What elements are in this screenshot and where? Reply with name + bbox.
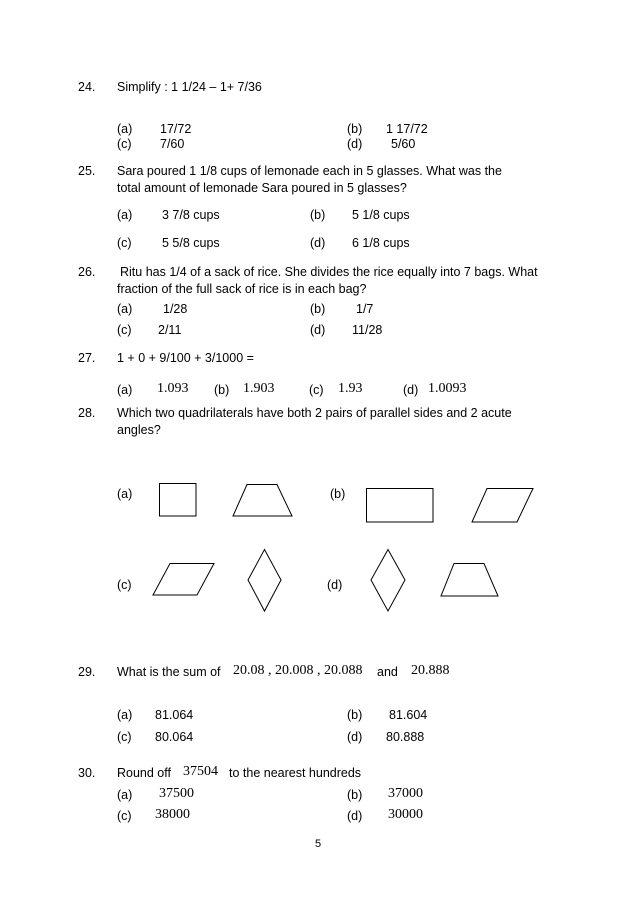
q26-c-value: 2/11 [158,323,182,337]
q28-number: 28. [78,406,96,420]
q29-and: and [377,665,398,679]
q27-a-letter: (a) [117,383,133,397]
q25-b-letter: (b) [310,208,326,222]
q26-number: 26. [78,265,96,279]
q29-b-letter: (b) [347,708,363,722]
trapezium-shape [440,563,500,598]
q24-text: Simplify : 1 1/24 – 1+ 7/36 [117,80,262,94]
parallelogram-shape [152,563,216,596]
q25-b-value: 5 1/8 cups [352,208,410,222]
rectangle-shape [366,488,436,523]
q28-b-letter: (b) [330,487,346,501]
q24-b-letter: (b) [347,122,363,136]
q25-a-value: 3 7/8 cups [162,208,220,222]
q28-line1: Which two quadrilaterals have both 2 pairs of parallel sides and 2 acute [117,406,512,420]
q30-c-letter: (c) [117,809,132,823]
trapezium-shape [232,484,294,518]
q27-d-letter: (d) [403,383,419,397]
q27-c-letter: (c) [309,383,324,397]
q29-numbers: 20.08 , 20.008 , 20.088 [233,663,363,678]
q30-c-value: 38000 [155,807,190,822]
q29-c-value: 80.064 [155,730,194,744]
rhombus-shape [247,549,283,613]
q26-d-letter: (d) [310,323,326,337]
q30-number: 30. [78,766,96,780]
q25-c-letter: (c) [117,236,132,250]
q24-c-letter: (c) [117,137,132,151]
q25-d-letter: (d) [310,236,326,250]
q29-c-letter: (c) [117,730,132,744]
q26-b-value: 1/7 [356,302,374,316]
q25-line2: total amount of lemonade Sara poured in 5 glasses? [117,181,407,195]
q26-a-letter: (a) [117,302,133,316]
rhombus-shape [370,549,407,613]
q30-b-letter: (b) [347,788,363,802]
q29-d-letter: (d) [347,730,363,744]
q26-d-value: 11/28 [352,323,383,337]
q25-line1: Sara poured 1 1/8 cups of lemonade each in 5 glasses. What was the [117,164,502,178]
q29-d-value: 80.888 [386,730,425,744]
square-shape [159,483,197,517]
q24-a-letter: (a) [117,122,133,136]
q26-a-value: 1/28 [163,302,188,316]
q30-suffix: to the nearest hundreds [229,766,362,780]
q30-prefix: Round off [117,766,171,780]
q29-last: 20.888 [411,663,450,678]
q30-d-value: 30000 [388,807,423,822]
q27-text: 1 + 0 + 9/100 + 3/1000 = [117,351,254,365]
q27-c-value: 1.93 [338,381,363,396]
q25-c-value: 5 5/8 cups [162,236,220,250]
q26-b-letter: (b) [310,302,326,316]
q24-a-value: 17/72 [160,122,192,136]
q27-a-value: 1.093 [157,381,189,396]
q29-a-letter: (a) [117,708,133,722]
parallelogram-shape [471,488,535,524]
q27-number: 27. [78,351,96,365]
q24-d-letter: (d) [347,137,363,151]
q27-b-letter: (b) [214,383,230,397]
q30-a-letter: (a) [117,788,133,802]
q25-number: 25. [78,164,96,178]
q26-line2: fraction of the full sack of rice is in each bag? [117,282,367,296]
q25-a-letter: (a) [117,208,133,222]
q29-a-value: 81.064 [155,708,194,722]
q24-b-value: 1 17/72 [386,122,428,136]
q28-c-letter: (c) [117,578,132,592]
q28-d-letter: (d) [327,578,343,592]
q25-d-value: 6 1/8 cups [352,236,410,250]
q30-b-value: 37000 [388,786,423,801]
q30-number-value: 37504 [183,764,218,779]
q26-line1: Ritu has 1/4 of a sack of rice. She divides the rice equally into 7 bags. What [120,265,538,279]
q27-b-value: 1.903 [243,381,275,396]
q29-prefix: What is the sum of [117,665,221,679]
q26-c-letter: (c) [117,323,132,337]
q24-c-value: 7/60 [160,137,185,151]
q24-number: 24. [78,80,96,94]
q30-a-value: 37500 [159,786,194,801]
q29-b-value: 81.604 [389,708,428,722]
q24-d-value: 5/60 [391,137,416,151]
q27-d-value: 1.0093 [428,381,467,396]
q28-a-letter: (a) [117,487,133,501]
q29-number: 29. [78,665,96,679]
q30-d-letter: (d) [347,809,363,823]
page-number: 5 [315,838,322,850]
q28-line2: angles? [117,423,161,437]
